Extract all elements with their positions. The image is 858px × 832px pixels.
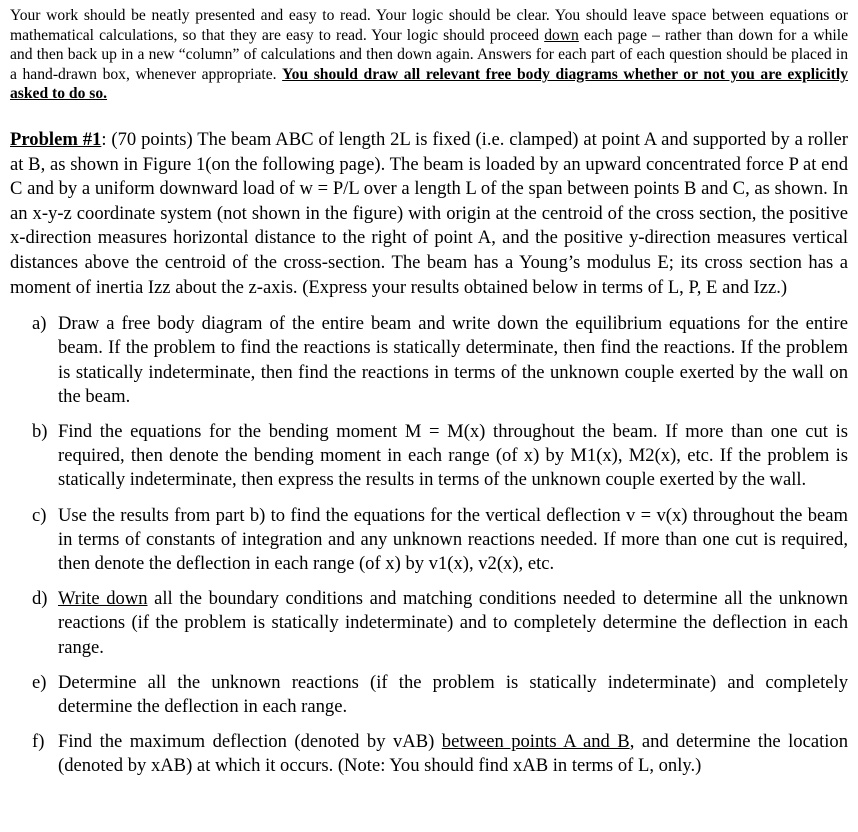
part-label: c) — [32, 504, 47, 526]
problem-statement — [10, 128, 848, 300]
part-b — [10, 420, 848, 493]
part-c — [10, 504, 848, 577]
part-a — [10, 312, 848, 409]
problem-intro: : (70 points) The beam ABC of length 2L is fixed (i.e. clamped) at point A and supported by a roller at B, as shown in Figure 1(on the following page). The beam is loaded by an upward concentrated force P at end C and by a uniform downward load of w = P/L over a length L of the span between points B and C, as shown. In an x-y-z coordinate system (not shown in the figure) with origin at the centroid of the cross section, the positive x-direction measures horizontal distance to the right of point A, and the positive y-direction measures vertical distances above the centroid of the cross-section. The beam has a Young’s modulus E; its cross section has a moment of inertia Izz about the z-axis. (Express your results obtained below in terms of L, P, E and Izz.) — [10, 128, 848, 298]
instructions-text: Your work should be neatly presented and easy to read. Your logic should be clear. You should leave space between equations or mathematical calculations, so that they are easy to read. Your logic should proceed — [10, 7, 848, 44]
part-text: Find the equations for the bending moment M = M(x) throughout the beam. If more than one cut is required, then denote the bending moment in each range (of x) by M1(x), M2(x), etc. If the problem is statically indeterminate, then express the results in terms of the unknown couple exerted by the wall. — [58, 420, 848, 491]
instructions-paragraph — [10, 6, 848, 104]
instructions-text-2: each page – rather than down for a while and then back up in a new “column” of calculations and then down again. Answers for each part of each question should be placed in a hand-drawn box, whenever appropriate. — [10, 26, 848, 83]
part-underlined: between points A and B — [441, 731, 630, 753]
part-label: b) — [32, 420, 48, 442]
parts-list — [10, 312, 848, 778]
part-underlined: Write down — [58, 588, 148, 610]
part-label: f) — [32, 731, 45, 753]
part-text-2: , and determine the location (denoted by xAB) at which it occurs. (Note: You should find xAB in terms of L, only.) — [58, 731, 849, 777]
part-d — [10, 587, 848, 660]
instructions-emphasis: You should draw all relevant free body diagrams whether or not you are explicitly asked to do so. — [10, 65, 848, 103]
part-f — [10, 730, 848, 778]
problem-heading: Problem #1 — [10, 128, 102, 150]
part-text: all the boundary conditions and matching conditions needed to determine all the unknown reactions (if the problem is statically indeterminate) and to completely determine the deflection in each range. — [58, 588, 848, 658]
part-label: d) — [32, 588, 48, 610]
part-text: Find the maximum deflection (denoted by vAB) — [58, 731, 442, 753]
part-e — [10, 671, 848, 719]
part-label: e) — [32, 671, 47, 693]
instructions-underlined-down: down — [544, 26, 579, 44]
part-text: Determine all the unknown reactions (if the problem is statically indeterminate) and completely determine the deflection in each range. — [58, 671, 848, 717]
part-text: Use the results from part b) to find the equations for the vertical deflection v = v(x) throughout the beam in terms of constants of integration and any unknown reactions needed. If more than one cut is required, then denote the deflection in each range (of x) by v1(x), v2(x), etc. — [58, 504, 848, 574]
part-label: a) — [32, 313, 47, 335]
part-text: Draw a free body diagram of the entire beam and write down the equilibrium equations for the entire beam. If the problem to find the reactions is statically determinate, then find the reactions. If the problem is statically indeterminate, then find the reactions in terms of the unknown couple exerted by the wall on the beam. — [58, 313, 848, 407]
